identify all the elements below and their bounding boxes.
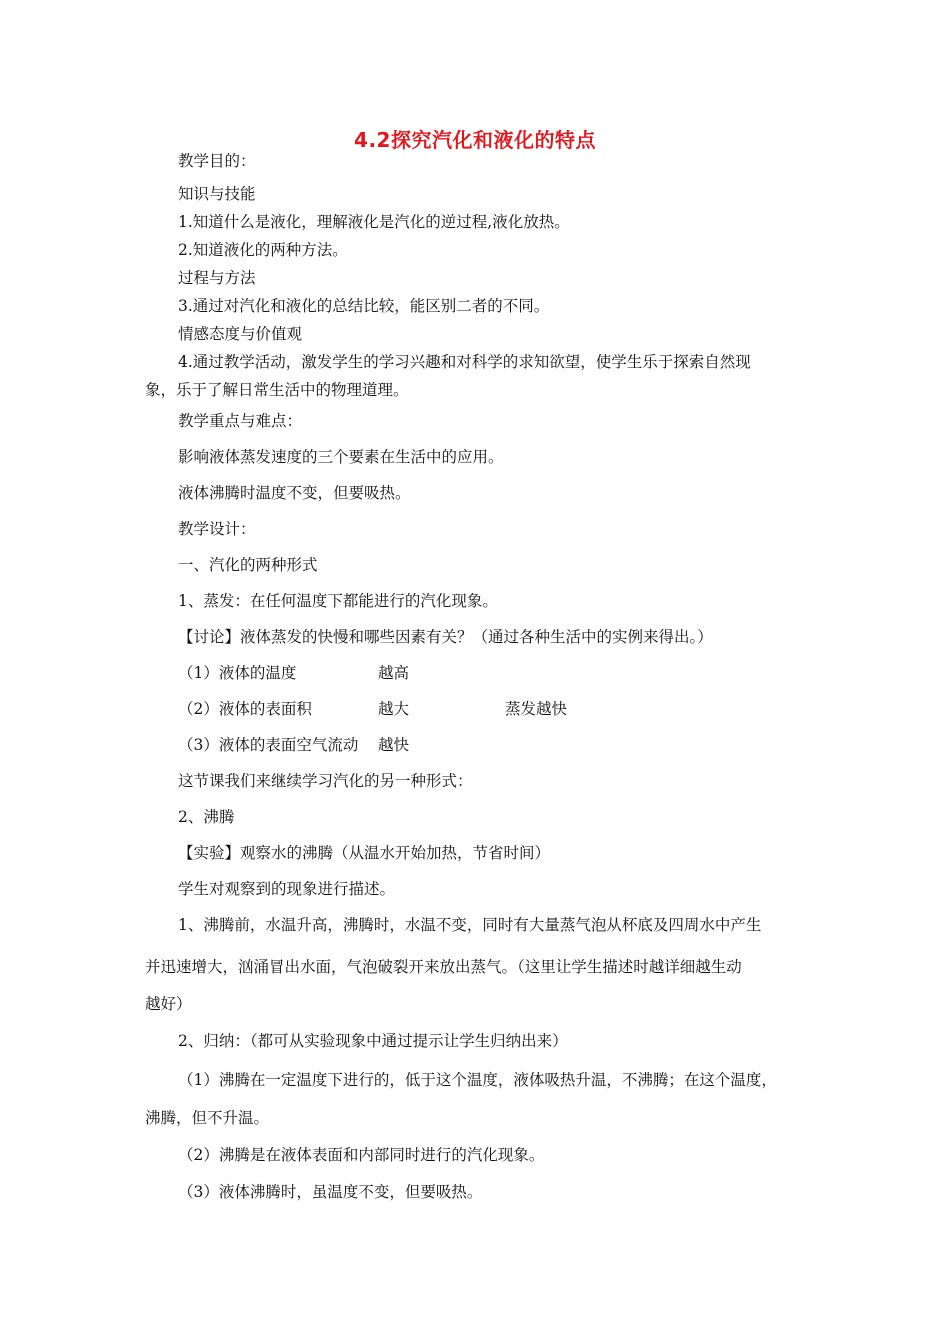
summary-2: （2）沸腾是在液体表面和内部同时进行的汽化现象。: [178, 1146, 545, 1164]
objective-4-line-1: 4.通过教学活动，激发学生的学习兴趣和对科学的求知欲望，使学生乐于探索自然现: [178, 353, 751, 371]
observation-line-2: 并迅速增大，汹涌冒出水面，气泡破裂开来放出蒸气。（这里让学生描述时越详细越生动: [145, 958, 742, 976]
subheading-process-method: 过程与方法: [178, 269, 256, 287]
summary-1-line-1: （1）沸腾在一定温度下进行的，低于这个温度，液体吸热升温，不沸腾；在这个温度，: [178, 1071, 777, 1089]
observation-line-3: 越好）: [145, 995, 192, 1013]
summary-1-line-2: 沸腾，但不升温。: [145, 1109, 270, 1127]
objective-3: 3.通过对汽化和液化的总结比较，能区别二者的不同。: [178, 297, 550, 315]
objective-4-line-2: 象，乐于了解日常生活中的物理道理。: [145, 381, 409, 399]
factor-2-value: 越大: [378, 700, 410, 718]
summary-3: （3）液体沸腾时，虽温度不变，但要吸热。: [178, 1183, 483, 1201]
student-description-text: 学生对观察到的现象进行描述。: [178, 880, 396, 898]
factor-3-value: 越快: [378, 736, 410, 754]
factor-2-label: （2）液体的表面积: [178, 700, 312, 718]
heading-teaching-objectives: 教学目的：: [178, 152, 256, 170]
factor-3-label: （3）液体的表面空气流动: [178, 736, 359, 754]
heading-key-points: 教学重点与难点：: [178, 412, 303, 430]
section-1-title: 一、汽化的两种形式: [178, 556, 318, 574]
discussion-prompt: 【讨论】液体蒸发的快慢和哪些因素有关？（通过各种生活中的实例来得出。）: [178, 628, 713, 646]
factor-result: 蒸发越快: [505, 700, 568, 718]
observation-line-1: 1、沸腾前，水温升高，沸腾时，水温不变，同时有大量蒸气泡从杯底及四周水中产生: [178, 916, 762, 934]
transition-text: 这节课我们来继续学习汽化的另一种形式：: [178, 772, 473, 790]
summary-heading: 2、归纳：（都可从实验现象中通过提示让学生归纳出来）: [178, 1032, 568, 1050]
factor-1-label: （1）液体的温度: [178, 664, 297, 682]
key-point-2: 液体沸腾时温度不变，但要吸热。: [178, 484, 411, 502]
experiment-text: 【实验】观察水的沸腾（从温水开始加热，节省时间）: [178, 844, 551, 862]
objective-1: 1.知道什么是液化，理解液化是汽化的逆过程,液化放热。: [178, 213, 570, 231]
subheading-knowledge-skills: 知识与技能: [178, 185, 256, 203]
boiling-heading: 2、沸腾: [178, 808, 235, 826]
key-point-1: 影响液体蒸发速度的三个要素在生活中的应用。: [178, 448, 504, 466]
factor-1-value: 越高: [378, 664, 410, 682]
heading-teaching-design: 教学设计：: [178, 520, 256, 538]
document-title: 4.2探究汽化和液化的特点: [354, 128, 596, 152]
subheading-attitude-values: 情感态度与价值观: [178, 325, 303, 343]
evaporation-definition: 1、蒸发：在任何温度下都能进行的汽化现象。: [178, 592, 498, 610]
objective-2: 2.知道液化的两种方法。: [178, 241, 348, 259]
